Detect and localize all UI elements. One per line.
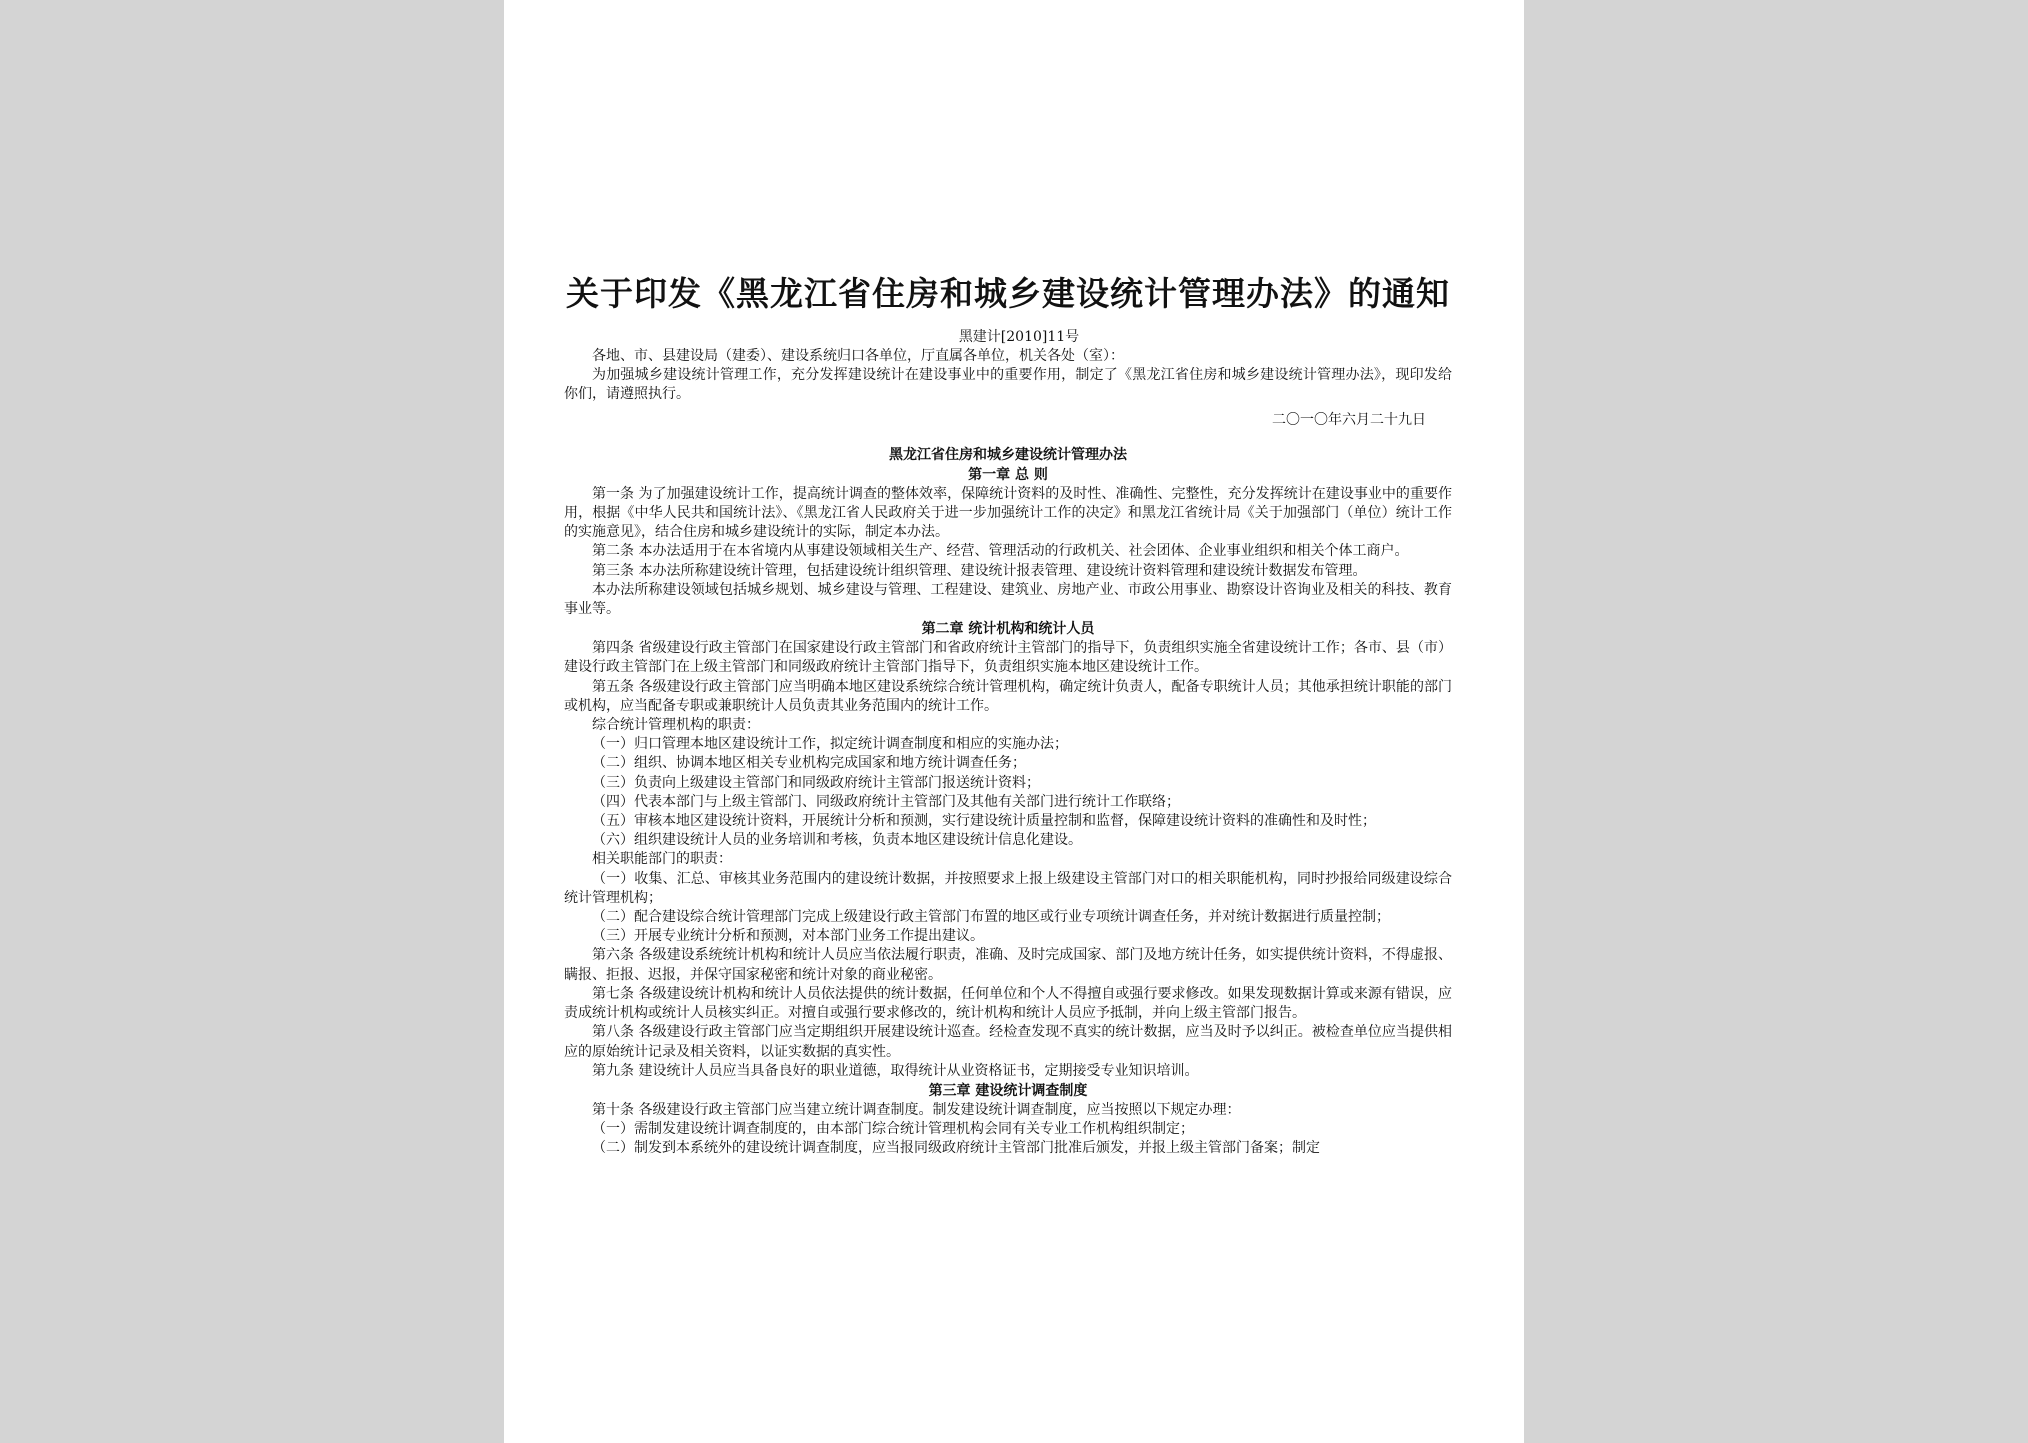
article-3: 第三条 本办法所称建设统计管理，包括建设统计组织管理、建设统计报表管理、建设统计资料管理和建设统计数据发布管理。	[592, 562, 1367, 579]
intro-paragraph: 为加强城乡建设统计管理工作，充分发挥建设统计在建设事业中的重要作用，制定了《黑龙江省住房和城乡建设统计管理办法》，现印发给你们，请遵照执行。	[564, 367, 1452, 403]
article-7: 第七条 各级建设统计机构和统计人员依法提供的统计数据，任何单位和个人不得擅自或强行要求修改。如果发现数据计算或来源有错误，应责成统计机构或统计人员核实纠正。对擅自或强行要求修改的，统计机构和统计人员应予抵制，并向上级主管部门报告。	[564, 985, 1452, 1022]
duty-item: （一）归口管理本地区建设统计工作，拟定统计调查制度和相应的实施办法；	[592, 736, 1068, 753]
duty-item: （四）代表本部门与上级主管部门、同级政府统计主管部门及其他有关部门进行统计工作联络；	[592, 793, 1180, 810]
page-title: 关于印发《黑龙江省住房和城乡建设统计管理办法》的通知	[566, 274, 1450, 313]
article-10: 第十条 各级建设行政主管部门应当建立统计调查制度。制发建设统计调查制度，应当按照以下规定办理：	[592, 1101, 1241, 1118]
article-1: 第一条 为了加强建设统计工作，提高统计调查的整体效率，保障统计资料的及时性、准确性、完整性，充分发挥统计在建设事业中的重要作用，根据《中华人民共和国统计法》、《黑龙江省人民政府关于进一步加强统计工作的决定》和黑龙江省统计局《关于加强部门（单位）统计工作的实施意见》，结合住房和城乡建设统计的实际，制定本办法。	[564, 485, 1452, 541]
duty-item: （三）负责向上级建设主管部门和同级政府统计主管部门报送统计资料；	[592, 774, 1040, 791]
duty-item: （二）组织、协调本地区相关专业机构完成国家和地方统计调查任务；	[592, 755, 1026, 772]
article-2: 第二条 本办法适用于在本省境内从事建设领域相关生产、经营、管理活动的行政机关、社会团体、企业事业组织和相关个体工商户。	[592, 543, 1409, 560]
chapter-1-heading: 第一章 总 则	[968, 466, 1048, 483]
duty-item: （五）审核本地区建设统计资料，开展统计分析和预测，实行建设统计质量控制和监督，保障建设统计资料的准确性和及时性；	[592, 813, 1376, 830]
related-duties-heading: 相关职能部门的职责：	[592, 851, 732, 868]
chapter-3-heading: 第三章 建设统计调查制度	[928, 1082, 1088, 1099]
duties-heading: 综合统计管理机构的职责：	[592, 717, 760, 734]
addressee: 各地、市、县建设局（建委）、建设系统归口各单位，厅直属各单位，机关各处（室）：	[592, 348, 1124, 364]
related-duty-item: （二）配合建设综合统计管理部门完成上级建设行政主管部门布置的地区或行业专项统计调查任务，并对统计数据进行质量控制；	[592, 909, 1390, 926]
article-4: 第四条 省级建设行政主管部门在国家建设行政主管部门和省政府统计主管部门的指导下，负责组织实施全省建设统计工作；各市、县（市）建设行政主管部门在上级主管部门和同级政府统计主管部门指导下，负责组织实施本地区建设统计工作。	[564, 640, 1452, 676]
article-3-scope: 本办法所称建设领域包括城乡规划、城乡建设与管理、工程建设、建筑业、房地产业、市政公用事业、勘察设计咨询业及相关的科技、教育事业等。	[564, 581, 1452, 618]
doc-number: 黑建计[2010]11号	[958, 329, 1080, 345]
document-page	[504, 0, 1524, 1443]
issue-date: 二〇一〇年六月二十九日	[1272, 411, 1426, 428]
related-duty-item: （三）开展专业统计分析和预测，对本部门业务工作提出建议。	[592, 928, 984, 945]
measures-title: 黑龙江省住房和城乡建设统计管理办法	[889, 446, 1127, 463]
article-8: 第八条 各级建设行政主管部门应当定期组织开展建设统计巡查。经检查发现不真实的统计数据，应当及时予以纠正。被检查单位应当提供相应的原始统计记录及相关资料，以证实数据的真实性。	[564, 1024, 1452, 1060]
article-10-item: （一）需制发建设统计调查制度的，由本部门综合统计管理机构会同有关专业工作机构组织制定；	[592, 1121, 1194, 1138]
article-6: 第六条 各级建设系统统计机构和统计人员应当依法履行职责，准确、及时完成国家、部门及地方统计任务，如实提供统计资料，不得虚报、瞒报、拒报、迟报，并保守国家秘密和统计对象的商业秘密。	[564, 947, 1452, 983]
article-5: 第五条 各级建设行政主管部门应当明确本地区建设系统综合统计管理机构，确定统计负责人，配备专职统计人员；其他承担统计职能的部门或机构，应当配备专职或兼职统计人员负责其业务范围内的统计工作。	[564, 678, 1452, 714]
article-10-item: （二）制发到本系统外的建设统计调查制度，应当报同级政府统计主管部门批准后颁发，并报上级主管部门备案；制定	[592, 1140, 1320, 1157]
chapter-2-heading: 第二章 统计机构和统计人员	[921, 621, 1095, 638]
article-9: 第九条 建设统计人员应当具备良好的职业道德，取得统计从业资格证书，定期接受专业知识培训。	[592, 1062, 1199, 1079]
related-duty-item: （一）收集、汇总、审核其业务范围内的建设统计数据，并按照要求上报上级建设主管部门对口的相关职能机构，同时抄报给同级建设综合统计管理机构；	[564, 870, 1452, 906]
duty-item: （六）组织建设统计人员的业务培训和考核，负责本地区建设统计信息化建设。	[592, 832, 1082, 849]
